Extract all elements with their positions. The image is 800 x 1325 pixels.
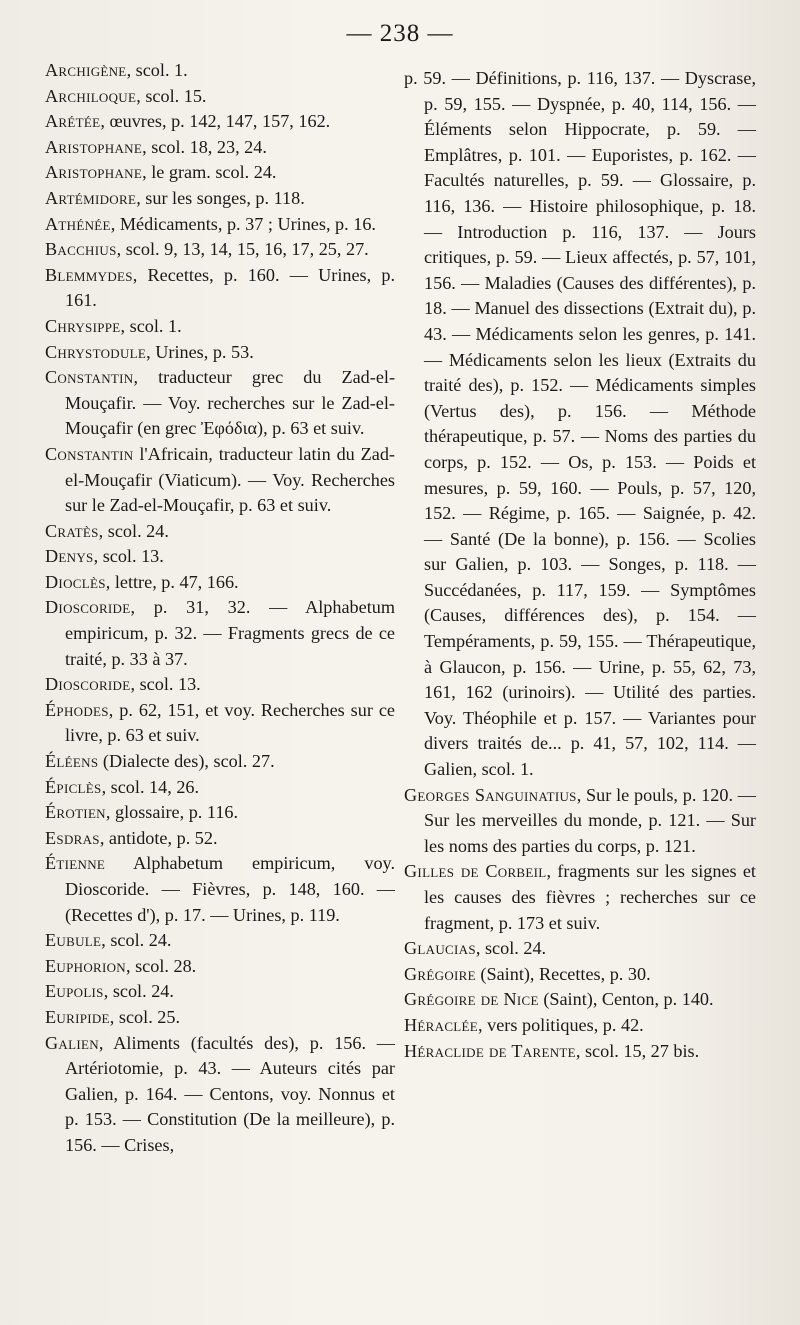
entry-text: , scol. 28. (125, 955, 197, 976)
index-entry (45, 237, 395, 263)
entry-headword: Héraclide de Tarente (404, 1040, 576, 1061)
entry-text: , scol. 15. (136, 85, 207, 106)
entry-headword: Artémidore (45, 187, 137, 208)
index-entry (45, 135, 395, 161)
index-entry (45, 749, 395, 775)
entry-headword: Eubule (45, 930, 102, 951)
entry-headword: Arétée (45, 111, 101, 132)
entry-headword: Esdras (45, 827, 100, 848)
entry-text: , scol. 1. (126, 60, 188, 80)
entry-headword: Bacchius (45, 239, 117, 260)
entry-headword: Cratès (45, 520, 99, 541)
index-entry (45, 58, 395, 84)
entry-headword: Constantin (45, 443, 134, 464)
index-entry (45, 160, 395, 186)
entry-text: , scol. 24. (103, 981, 174, 1002)
index-entry (45, 979, 395, 1005)
entry-text: p. 59. — Définitions, p. 116, 137. — Dyscrase, p. 59, 155. — Dyspnée, p. 40, 114, 156. — Éléments selon Hippocrate, p. 59. — Emplâtres, p. 101. — Euporistes, p. 162. — Facultés naturelles, p. 59. — Glossaire, p. 116, 136. — Histoire philosophique, p. 18. — Introduction p. 116, 137. — Jours critiques, p. 59. — Lieux affectés, p. 57, 101, 156. — Maladies (Causes des différentes), p. 18. — Manuel des dissections (Extrait du), p. 43. — Médicaments selon les genres, p. 141. — Médicaments selon les lieux (Extraits du traité des), p. 152. — Médicaments simples (Vertus des), p. 156. — Méthode thérapeutique, p. 57. — Noms des parties du corps, p. 152. — Os, p. 153. — Poids et mesures, p. 59, 160. — Pouls, p. 57, 120, 152. — Régime, p. 165. — Saignée, p. 42. — Santé (De la bonne), p. 156. — Scolies sur Galien, p. 103. — Songes, p. 118. — Succédanées, p. 117, 159. — Symptômes (Causes, différences des), p. 154. — Tempéraments, p. 59, 155. — Thérapeutique, à Glaucon, p. 156. — Urine, p. 55, 62, 73, 161, 162 (urinoirs). — Utilité des parties. Voy. Théophile et p. 157. — Variantes pour divers traités de... p. 41, 57, 102, 114. — Galien, scol. 1. (404, 68, 756, 780)
index-column-right (404, 66, 756, 1064)
entry-text: , lettre, p. 47, 166. (105, 571, 239, 592)
entry-headword: Blemmydes (45, 264, 133, 285)
entry-text: , scol. 13. (93, 546, 164, 567)
index-entry (404, 962, 756, 988)
entry-headword: Chrystodule (45, 341, 147, 362)
index-entry (45, 519, 395, 545)
entry-headword: Georges Sanguinatius (404, 784, 577, 805)
index-entry (404, 859, 756, 936)
entry-headword: Aristophane (45, 136, 143, 157)
index-entry (45, 544, 395, 570)
index-entry (45, 595, 395, 672)
entry-headword: Dioscoride (45, 674, 131, 695)
entry-headword: Gilles de Corbeil (404, 861, 547, 882)
entry-headword: Galien (45, 1032, 99, 1053)
index-entry (45, 340, 395, 366)
entry-headword: Dioclès (45, 571, 106, 592)
entry-text: , scol. 1. (120, 315, 182, 336)
index-entry (404, 1039, 756, 1065)
entry-headword: Archigène (45, 60, 127, 80)
entry-headword: Archiloque (45, 85, 137, 106)
index-entry (45, 263, 395, 314)
index-entry (45, 928, 395, 954)
entry-text: , Recettes, p. 160. — Urines, p. 161. (65, 264, 395, 311)
entry-headword: Denys (45, 546, 94, 567)
entry-headword: Grégoire de Nice (404, 989, 539, 1010)
entry-headword: Athénée (45, 213, 111, 234)
index-entry (45, 365, 395, 442)
entry-text: , scol. 24. (98, 520, 169, 541)
index-entry (45, 1031, 395, 1159)
entry-text: (Saint), Centon, p. 140. (538, 989, 714, 1010)
entry-headword: Éléens (45, 751, 99, 772)
entry-text: , scol. 15, 27 bis. (575, 1040, 700, 1061)
entry-headword: Glaucias (404, 938, 476, 959)
index-entry (404, 936, 756, 962)
entry-headword: Euphorion (45, 955, 126, 976)
index-entry (45, 954, 395, 980)
entry-text: , Urines, p. 53. (146, 341, 254, 362)
index-entry (45, 314, 395, 340)
index-entry (45, 775, 395, 801)
index-entry (45, 186, 395, 212)
page-number: — 238 — (346, 20, 454, 47)
entry-text: , vers politiques, p. 42. (478, 1014, 644, 1035)
entry-headword: Héraclée (404, 1014, 479, 1035)
entry-headword: Éphodes (45, 699, 109, 720)
entry-headword: Eupolis (45, 981, 104, 1002)
entry-text: , sur les songes, p. 118. (136, 187, 305, 208)
index-entry (45, 570, 395, 596)
entry-text: , p. 31, 32. — Alphabetum empiricum, p. 32. — Fragments grecs de ce traité, p. 33 à 37. (65, 597, 395, 669)
index-entry (45, 851, 395, 928)
entry-text: , antidote, p. 52. (99, 827, 218, 848)
entry-text: (Dialecte des), scol. 27. (98, 751, 275, 772)
entry-headword: Étienne (45, 853, 106, 874)
entry-text: , scol. 24. (475, 938, 547, 959)
entry-headword: Dioscoride (45, 597, 131, 618)
index-entry (404, 66, 756, 783)
index-entry (45, 109, 395, 135)
entry-headword: Chrysippe (45, 315, 121, 336)
index-column-left (45, 58, 395, 1159)
index-entry (404, 987, 756, 1013)
entry-text: , scol. 14, 26. (101, 776, 200, 797)
entry-text: , scol. 25. (109, 1006, 181, 1027)
entry-text: , glossaire, p. 116. (105, 802, 239, 823)
index-entry (45, 672, 395, 698)
entry-text: (Saint), Recettes, p. 30. (475, 963, 651, 984)
entry-text: , scol. 9, 13, 14, 15, 16, 17, 25, 27. (116, 239, 369, 260)
entry-text: l'Africain, traducteur latin du Zad-el-Mouçafir (Viaticum). — Voy. Recherches sur le Zad-el-Mouçafir, p. 63 et suiv. (65, 443, 395, 516)
entry-headword: Érotien (45, 802, 106, 823)
index-entry (45, 826, 395, 852)
entry-text: , œuvres, p. 142, 147, 157, 162. (100, 111, 331, 132)
entry-text: , Médicaments, p. 37 ; Urines, p. 16. (110, 213, 376, 234)
entry-headword: Constantin (45, 367, 134, 388)
entry-text: , scol. 24. (101, 930, 172, 951)
entry-headword: Grégoire (404, 963, 476, 984)
entry-text: , traducteur grec du Zad-el-Mouçafir. — Voy. recherches sur le Zad-el-Mouçafir (en grec Ἐφόδια), p. 63 et suiv. (65, 367, 395, 439)
index-entry (45, 698, 395, 749)
entry-headword: Épiclès (45, 776, 102, 797)
entry-text: , p. 62, 151, et voy. Recherches sur ce livre, p. 63 et suiv. (65, 699, 395, 746)
entry-text: , Sur le pouls, p. 120. — Sur les merveilles du monde, p. 121. — Sur les noms des parties du corps, p. 121. (424, 784, 756, 856)
index-entry (45, 1005, 395, 1031)
entry-text: , scol. 13. (130, 674, 201, 695)
index-entry (404, 783, 756, 860)
index-entry (45, 212, 395, 238)
index-entry (404, 1013, 756, 1039)
entry-headword: Euripide (45, 1006, 110, 1027)
index-entry (45, 84, 395, 110)
index-entry (45, 800, 395, 826)
entry-text: , scol. 18, 23, 24. (142, 136, 267, 157)
index-entry (45, 442, 395, 519)
entry-text: , Aliments (facultés des), p. 156. — Artériotomie, p. 43. — Auteurs cités par Galien, p. 164. — Centons, voy. Nonnus et p. 153. — Constitution (De la meilleure), p. 156. — Crises, (65, 1032, 395, 1155)
entry-text: , fragments sur les signes et les causes des fièvres ; recherches sur ce fragment, p. 173 et suiv. (424, 861, 756, 933)
entry-text: Alphabetum empiricum, voy. Dioscoride. — Fièvres, p. 148, 160. — (Recettes d'), p. 17. — Urines, p. 119. (65, 853, 395, 925)
entry-headword: Aristophane (45, 162, 143, 183)
entry-text: , le gram. scol. 24. (142, 162, 277, 183)
